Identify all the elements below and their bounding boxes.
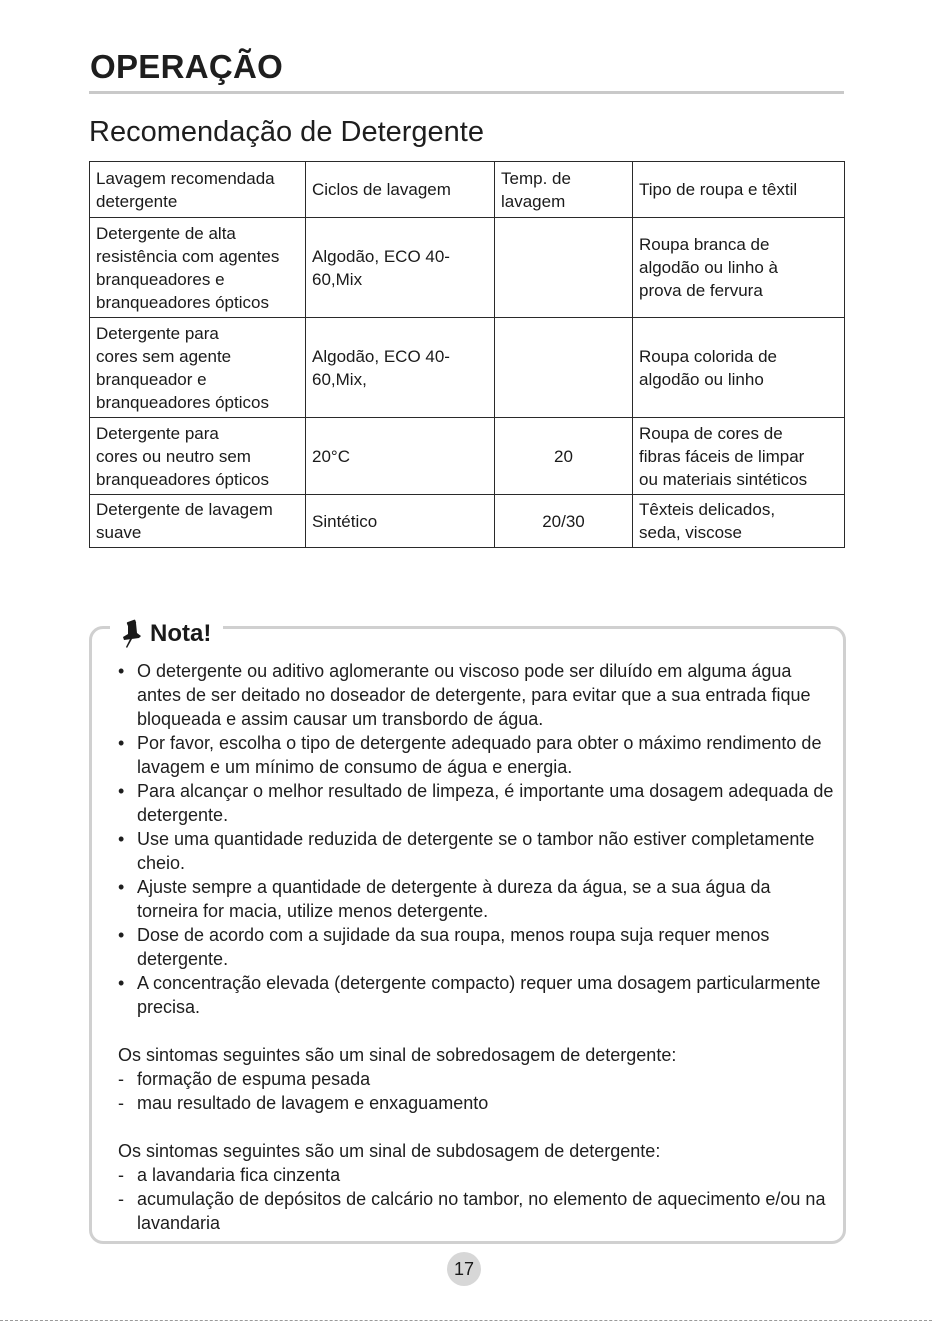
table-cell: Algodão, ECO 40- 60,Mix, xyxy=(306,318,495,418)
table-cell: Detergente de lavagem suave xyxy=(90,495,306,548)
table-row xyxy=(90,318,845,418)
bottom-divider xyxy=(0,1320,932,1321)
table-cell xyxy=(495,218,633,318)
table-row xyxy=(90,418,845,495)
table-header-cell: Tipo de roupa e têxtil xyxy=(633,162,845,218)
table-cell: Detergente para cores sem agente branqueador e branqueadores ópticos xyxy=(90,318,306,418)
table-cell: 20/30 xyxy=(495,495,633,548)
pushpin-icon xyxy=(118,619,144,649)
note-content xyxy=(118,659,834,1235)
note-bullet-list xyxy=(118,659,834,1019)
overdose-intro: Os sintomas seguintes são um sinal de sobredosagem de detergente: xyxy=(118,1045,677,1065)
table-cell: Têxteis delicados, seda, viscose xyxy=(633,495,845,548)
table-cell: Sintético xyxy=(306,495,495,548)
page-title: OPERAÇÃO xyxy=(90,48,284,85)
table-header-cell: Ciclos de lavagem xyxy=(306,162,495,218)
note-header xyxy=(110,614,223,654)
table-cell: Roupa de cores de fibras fáceis de limpar ou materiais sintéticos xyxy=(633,418,845,495)
table-cell: Roupa colorida de algodão ou linho xyxy=(633,318,845,418)
table-cell xyxy=(495,318,633,418)
underdose-intro: Os sintomas seguintes são um sinal de subdosagem de detergente: xyxy=(118,1141,661,1161)
section-title: Recomendação de Detergente xyxy=(89,116,484,148)
table-cell: Detergente para cores ou neutro sem branqueadores ópticos xyxy=(90,418,306,495)
page-number: 17 xyxy=(447,1252,481,1286)
table-header-cell: Temp. de lavagem xyxy=(495,162,633,218)
list-item: • Para alcançar o melhor resultado de limpeza, é importante uma dosagem adequada de detergente. xyxy=(118,779,834,827)
table-cell: Algodão, ECO 40- 60,Mix xyxy=(306,218,495,318)
list-item: • Ajuste sempre a quantidade de detergente à dureza da água, se a sua água da torneira for macia, utilize menos detergente. xyxy=(118,875,834,923)
detergent-table xyxy=(89,161,845,548)
overdose-list xyxy=(118,1067,834,1115)
list-item: • Use uma quantidade reduzida de detergente se o tambor não estiver completamente cheio. xyxy=(118,827,834,875)
list-item: • O detergente ou aditivo aglomerante ou viscoso pode ser diluído em alguma água antes de ser deitado no doseador de detergente, para evitar que a sua entrada fique bloqueada e assim causar um transbordo de água. xyxy=(118,659,834,731)
list-item: • A concentração elevada (detergente compacto) requer uma dosagem particularmente precisa. xyxy=(118,971,834,1019)
list-item: - acumulação de depósitos de calcário no tambor, no elemento de aquecimento e/ou na lavandaria xyxy=(118,1187,834,1235)
table-row xyxy=(90,218,845,318)
table-row xyxy=(90,495,845,548)
table-cell: Detergente de alta resistência com agentes branqueadores e branqueadores ópticos xyxy=(90,218,306,318)
table-header-row xyxy=(90,162,845,218)
table-cell: 20°C xyxy=(306,418,495,495)
table-header-cell: Lavagem recomendada detergente xyxy=(90,162,306,218)
underdose-list xyxy=(118,1163,834,1235)
note-title: Nota! xyxy=(150,620,212,647)
title-divider xyxy=(89,91,844,94)
list-item: - a lavandaria fica cinzenta xyxy=(118,1163,834,1187)
table-cell: 20 xyxy=(495,418,633,495)
list-item: • Dose de acordo com a sujidade da sua roupa, menos roupa suja requer menos detergente. xyxy=(118,923,834,971)
list-item: - formação de espuma pesada xyxy=(118,1067,834,1091)
list-item: - mau resultado de lavagem e enxaguamento xyxy=(118,1091,834,1115)
table-cell: Roupa branca de algodão ou linho à prova de fervura xyxy=(633,218,845,318)
list-item: • Por favor, escolha o tipo de detergente adequado para obter o máximo rendimento de lavagem e um mínimo de consumo de água e energia. xyxy=(118,731,834,779)
